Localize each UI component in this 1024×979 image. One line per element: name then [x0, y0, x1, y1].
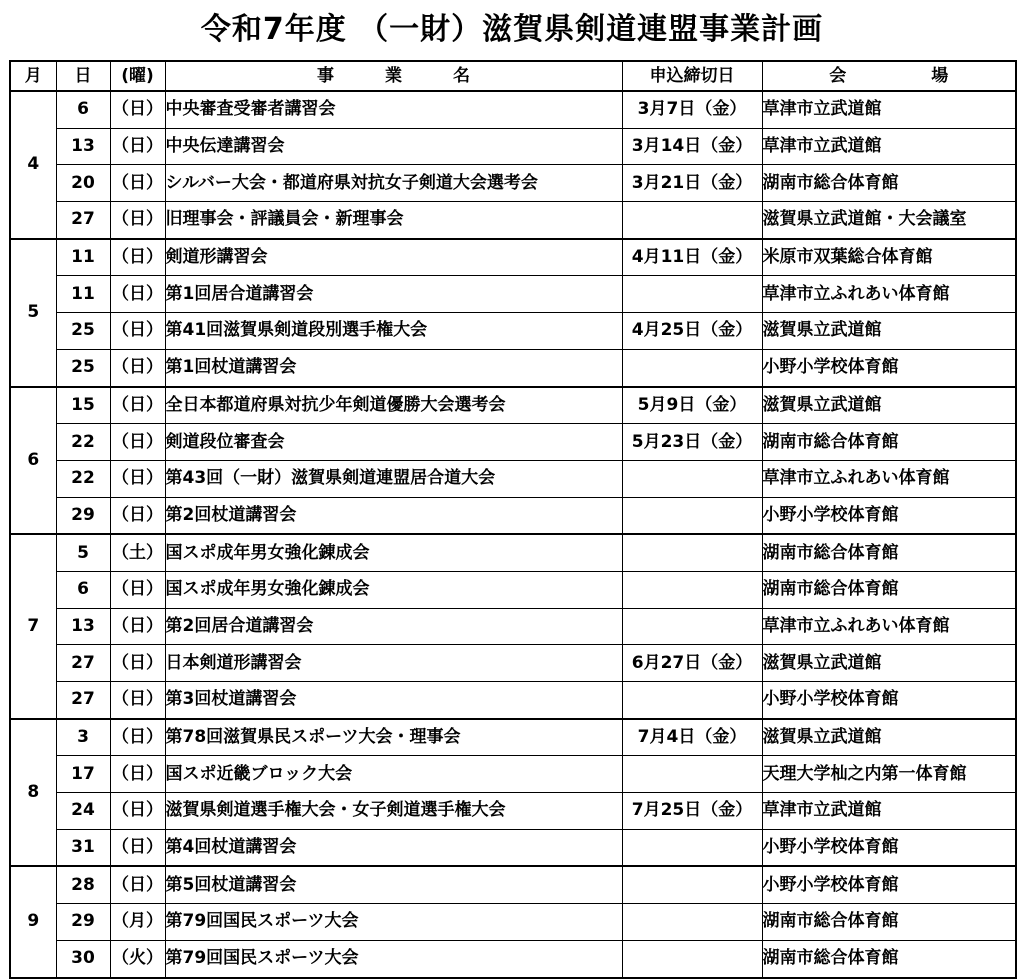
- header-deadline: 申込締切日: [622, 61, 762, 91]
- weekday-cell: （日）: [110, 793, 165, 830]
- table-row: [10, 239, 1016, 276]
- weekday-cell: （日）: [110, 165, 165, 202]
- venue-cell: 滋賀県立武道館: [762, 719, 1016, 756]
- deadline-cell: 7月25日（金）: [622, 793, 762, 830]
- header-row: [10, 61, 1016, 91]
- weekday-cell: （日）: [110, 756, 165, 793]
- venue-cell: 小野小学校体育館: [762, 682, 1016, 719]
- venue-cell: 小野小学校体育館: [762, 349, 1016, 386]
- day-cell: 13: [56, 608, 110, 645]
- deadline-cell: [622, 497, 762, 534]
- venue-cell: 小野小学校体育館: [762, 829, 1016, 866]
- weekday-cell: （日）: [110, 866, 165, 903]
- table-row: [10, 904, 1016, 941]
- month-cell: 9: [10, 866, 56, 977]
- event-name-cell: 第4回杖道講習会: [165, 829, 622, 866]
- weekday-cell: （土）: [110, 534, 165, 571]
- deadline-cell: [622, 460, 762, 497]
- event-name-cell: 中央伝達講習会: [165, 128, 622, 165]
- event-name-cell: 第2回杖道講習会: [165, 497, 622, 534]
- deadline-cell: 3月14日（金）: [622, 128, 762, 165]
- deadline-cell: 7月4日（金）: [622, 719, 762, 756]
- table-row: [10, 460, 1016, 497]
- event-name-cell: 第5回杖道講習会: [165, 866, 622, 903]
- venue-cell: 湖南市総合体育館: [762, 940, 1016, 977]
- event-name-cell: シルバー大会・都道府県対抗女子剣道大会選考会: [165, 165, 622, 202]
- venue-cell: 草津市立武道館: [762, 793, 1016, 830]
- day-cell: 6: [56, 571, 110, 608]
- day-cell: 29: [56, 904, 110, 941]
- day-cell: 27: [56, 682, 110, 719]
- deadline-cell: [622, 940, 762, 977]
- venue-cell: 湖南市総合体育館: [762, 534, 1016, 571]
- page-title: 令和7年度 （一財）滋賀県剣道連盟事業計画: [200, 12, 824, 47]
- table-row: [10, 202, 1016, 239]
- weekday-cell: （日）: [110, 497, 165, 534]
- day-cell: 24: [56, 793, 110, 830]
- event-name-cell: 全日本都道府県対抗少年剣道優勝大会選考会: [165, 387, 622, 424]
- deadline-cell: [622, 534, 762, 571]
- weekday-cell: （日）: [110, 276, 165, 313]
- table-row: [10, 940, 1016, 977]
- day-cell: 13: [56, 128, 110, 165]
- day-cell: 5: [56, 534, 110, 571]
- schedule-table: [9, 60, 1017, 979]
- table-row: [10, 313, 1016, 350]
- weekday-cell: （火）: [110, 940, 165, 977]
- day-cell: 28: [56, 866, 110, 903]
- day-cell: 27: [56, 202, 110, 239]
- event-name-cell: 滋賀県剣道選手権大会・女子剣道選手権大会: [165, 793, 622, 830]
- deadline-cell: [622, 349, 762, 386]
- month-cell: 6: [10, 387, 56, 535]
- deadline-cell: [622, 608, 762, 645]
- event-name-cell: 国スポ成年男女強化錬成会: [165, 534, 622, 571]
- event-name-cell: 第79回国民スポーツ大会: [165, 940, 622, 977]
- deadline-cell: 5月23日（金）: [622, 424, 762, 461]
- event-name-cell: 日本剣道形講習会: [165, 645, 622, 682]
- event-name-cell: 国スポ成年男女強化錬成会: [165, 571, 622, 608]
- venue-cell: 草津市立ふれあい体育館: [762, 276, 1016, 313]
- venue-cell: 滋賀県立武道館: [762, 645, 1016, 682]
- deadline-cell: 4月25日（金）: [622, 313, 762, 350]
- day-cell: 17: [56, 756, 110, 793]
- event-name-cell: 第79回国民スポーツ大会: [165, 904, 622, 941]
- schedule-body: [10, 91, 1016, 978]
- day-cell: 3: [56, 719, 110, 756]
- month-cell: 4: [10, 91, 56, 239]
- venue-cell: 草津市立ふれあい体育館: [762, 608, 1016, 645]
- table-row: [10, 571, 1016, 608]
- table-row: [10, 793, 1016, 830]
- month-cell: 5: [10, 239, 56, 387]
- deadline-cell: [622, 904, 762, 941]
- event-name-cell: 第41回滋賀県剣道段別選手権大会: [165, 313, 622, 350]
- table-row: [10, 608, 1016, 645]
- header-month: 月: [10, 61, 56, 91]
- weekday-cell: （日）: [110, 313, 165, 350]
- deadline-cell: [622, 866, 762, 903]
- venue-cell: 湖南市総合体育館: [762, 571, 1016, 608]
- header-day: 日: [56, 61, 110, 91]
- table-row: [10, 497, 1016, 534]
- deadline-cell: [622, 202, 762, 239]
- day-cell: 25: [56, 313, 110, 350]
- day-cell: 22: [56, 424, 110, 461]
- venue-cell: 草津市立武道館: [762, 91, 1016, 128]
- event-name-cell: 第78回滋賀県民スポーツ大会・理事会: [165, 719, 622, 756]
- event-name-cell: 中央審査受審者講習会: [165, 91, 622, 128]
- event-name-cell: 第1回居合道講習会: [165, 276, 622, 313]
- venue-cell: 滋賀県立武道館: [762, 313, 1016, 350]
- weekday-cell: （日）: [110, 460, 165, 497]
- event-name-cell: 第3回杖道講習会: [165, 682, 622, 719]
- header-event-name: 事 業 名: [165, 61, 622, 91]
- venue-cell: 小野小学校体育館: [762, 866, 1016, 903]
- weekday-cell: （日）: [110, 645, 165, 682]
- table-row: [10, 682, 1016, 719]
- weekday-cell: （日）: [110, 239, 165, 276]
- deadline-cell: [622, 571, 762, 608]
- header-venue: 会 場: [762, 61, 1016, 91]
- weekday-cell: （月）: [110, 904, 165, 941]
- header-weekday: (曜): [110, 61, 165, 91]
- venue-cell: 米原市双葉総合体育館: [762, 239, 1016, 276]
- weekday-cell: （日）: [110, 571, 165, 608]
- deadline-cell: 5月9日（金）: [622, 387, 762, 424]
- event-name-cell: 国スポ近畿ブロック大会: [165, 756, 622, 793]
- day-cell: 11: [56, 276, 110, 313]
- event-name-cell: 剣道形講習会: [165, 239, 622, 276]
- weekday-cell: （日）: [110, 424, 165, 461]
- table-row: [10, 128, 1016, 165]
- weekday-cell: （日）: [110, 202, 165, 239]
- weekday-cell: （日）: [110, 349, 165, 386]
- weekday-cell: （日）: [110, 387, 165, 424]
- venue-cell: 湖南市総合体育館: [762, 904, 1016, 941]
- venue-cell: 湖南市総合体育館: [762, 165, 1016, 202]
- venue-cell: 滋賀県立武道館: [762, 387, 1016, 424]
- day-cell: 30: [56, 940, 110, 977]
- day-cell: 27: [56, 645, 110, 682]
- venue-cell: 小野小学校体育館: [762, 497, 1016, 534]
- table-row: [10, 756, 1016, 793]
- event-name-cell: 剣道段位審査会: [165, 424, 622, 461]
- event-name-cell: 第2回居合道講習会: [165, 608, 622, 645]
- table-row: [10, 719, 1016, 756]
- day-cell: 25: [56, 349, 110, 386]
- deadline-cell: 4月11日（金）: [622, 239, 762, 276]
- venue-cell: 草津市立武道館: [762, 128, 1016, 165]
- table-row: [10, 645, 1016, 682]
- weekday-cell: （日）: [110, 608, 165, 645]
- table-row: [10, 276, 1016, 313]
- venue-cell: 滋賀県立武道館・大会議室: [762, 202, 1016, 239]
- weekday-cell: （日）: [110, 128, 165, 165]
- table-row: [10, 534, 1016, 571]
- venue-cell: 湖南市総合体育館: [762, 424, 1016, 461]
- deadline-cell: [622, 276, 762, 313]
- event-name-cell: 第43回（一財）滋賀県剣道連盟居合道大会: [165, 460, 622, 497]
- deadline-cell: [622, 756, 762, 793]
- day-cell: 6: [56, 91, 110, 128]
- deadline-cell: 6月27日（金）: [622, 645, 762, 682]
- deadline-cell: 3月21日（金）: [622, 165, 762, 202]
- event-name-cell: 旧理事会・評議員会・新理事会: [165, 202, 622, 239]
- event-name-cell: 第1回杖道講習会: [165, 349, 622, 386]
- weekday-cell: （日）: [110, 91, 165, 128]
- table-row: [10, 165, 1016, 202]
- day-cell: 11: [56, 239, 110, 276]
- day-cell: 31: [56, 829, 110, 866]
- table-row: [10, 424, 1016, 461]
- day-cell: 15: [56, 387, 110, 424]
- day-cell: 20: [56, 165, 110, 202]
- table-row: [10, 829, 1016, 866]
- day-cell: 29: [56, 497, 110, 534]
- deadline-cell: [622, 682, 762, 719]
- month-cell: 8: [10, 719, 56, 867]
- weekday-cell: （日）: [110, 829, 165, 866]
- table-row: [10, 387, 1016, 424]
- month-cell: 7: [10, 534, 56, 718]
- deadline-cell: 3月7日（金）: [622, 91, 762, 128]
- venue-cell: 草津市立ふれあい体育館: [762, 460, 1016, 497]
- weekday-cell: （日）: [110, 719, 165, 756]
- table-row: [10, 866, 1016, 903]
- weekday-cell: （日）: [110, 682, 165, 719]
- table-row: [10, 91, 1016, 128]
- table-row: [10, 349, 1016, 386]
- deadline-cell: [622, 829, 762, 866]
- venue-cell: 天理大学杣之内第一体育館: [762, 756, 1016, 793]
- day-cell: 22: [56, 460, 110, 497]
